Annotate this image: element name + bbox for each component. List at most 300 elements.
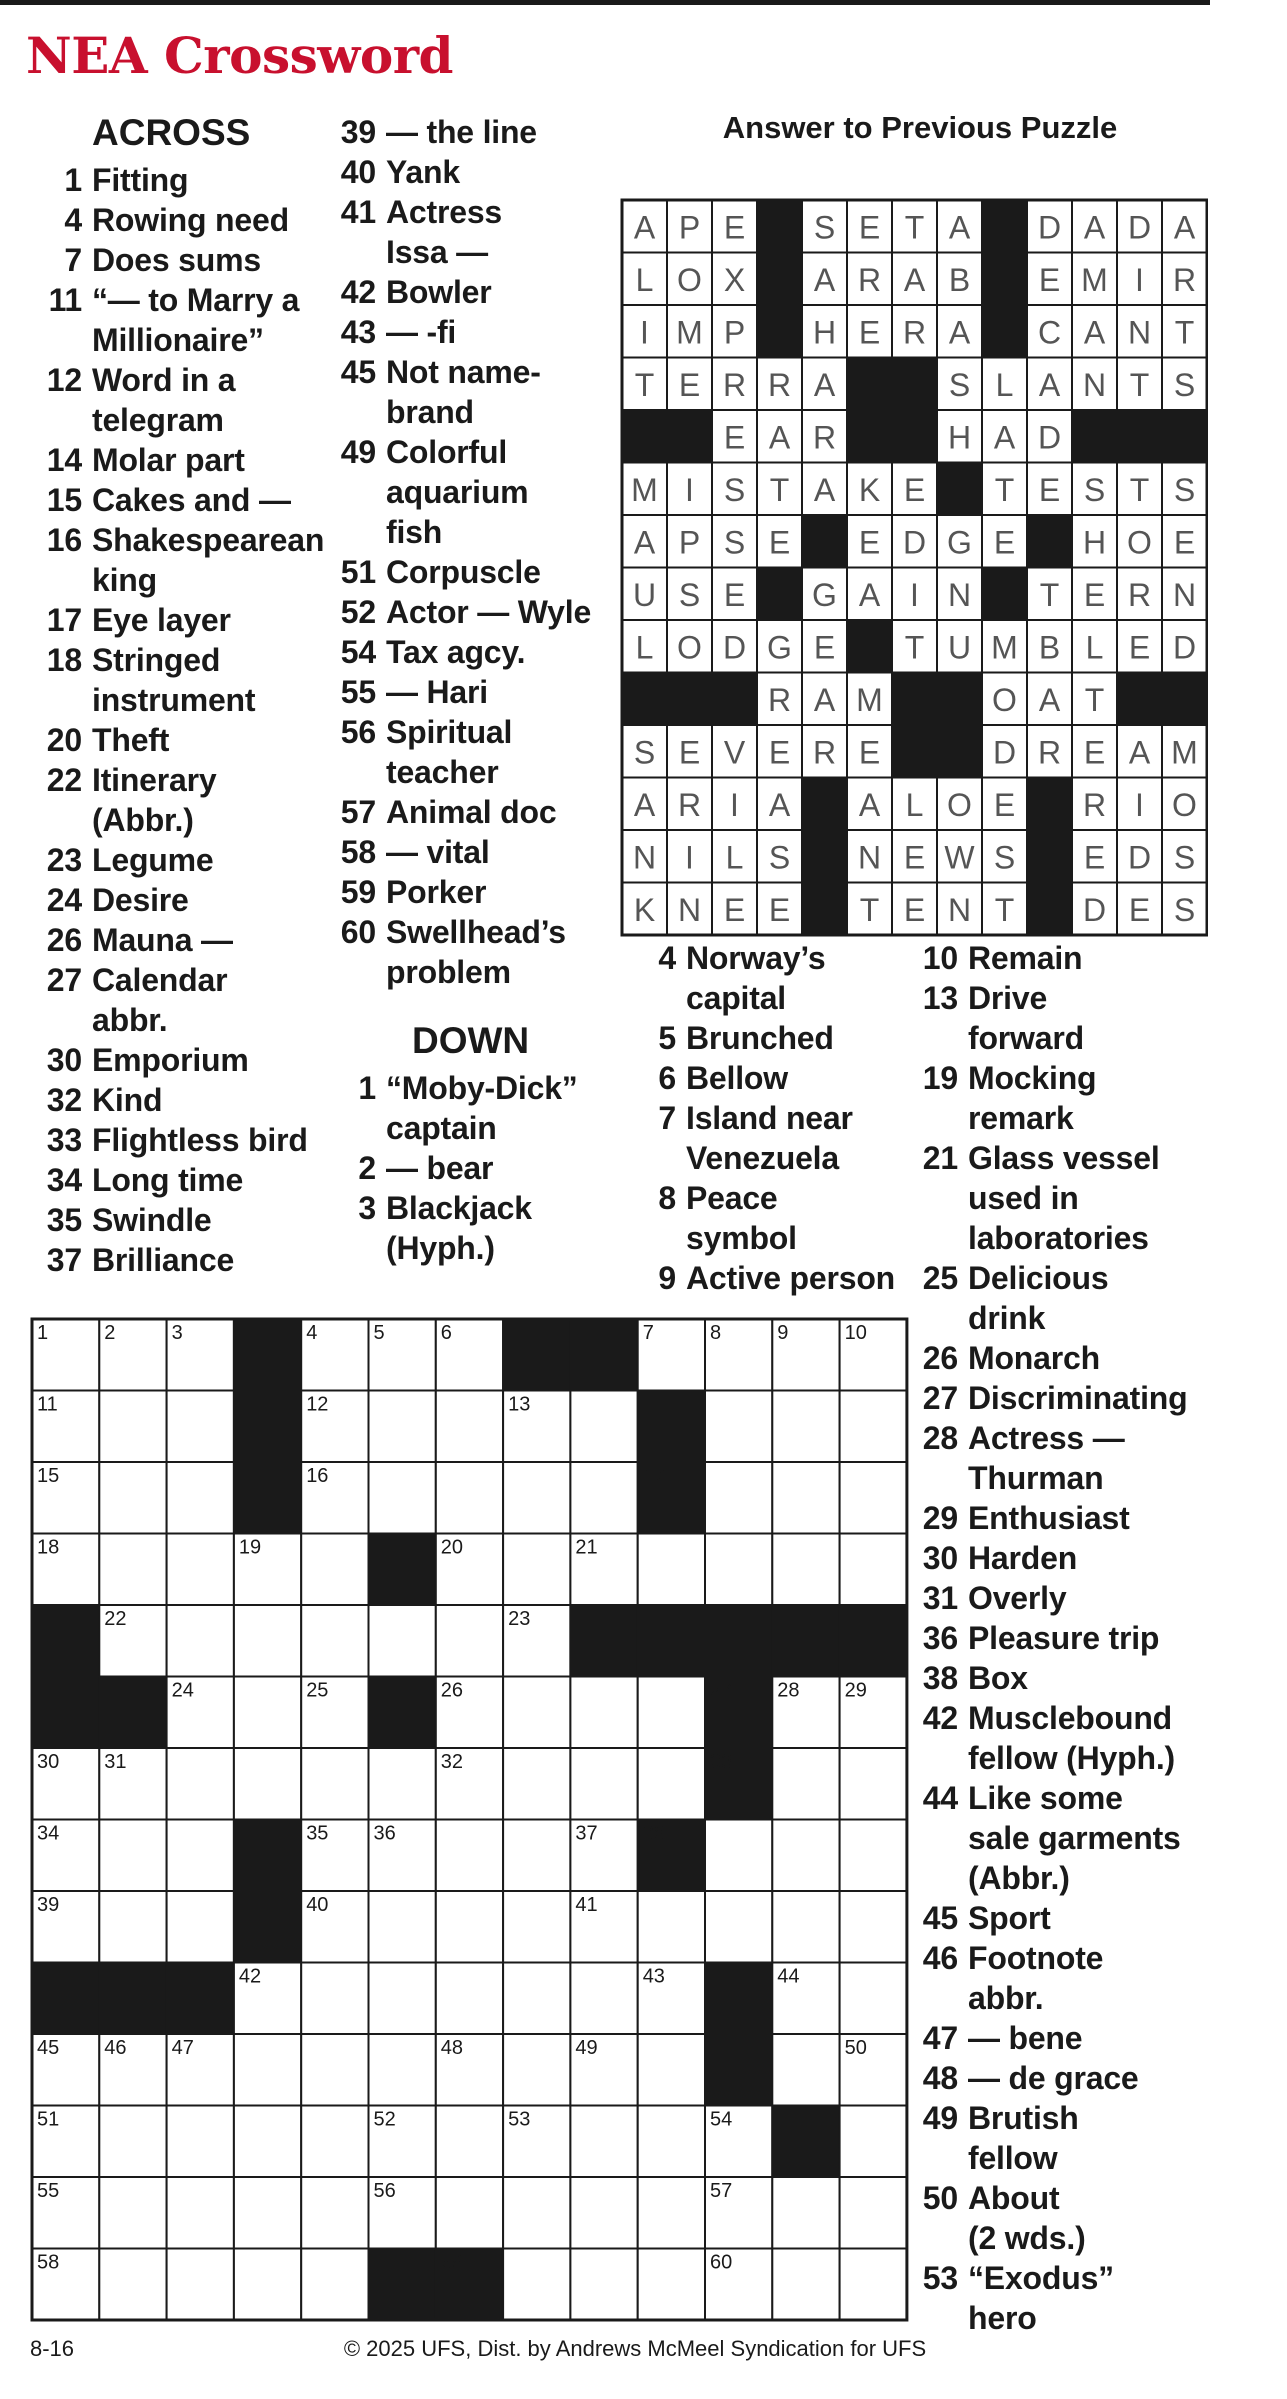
answer-letter: A <box>768 786 791 823</box>
across-clue-20 <box>40 720 340 760</box>
answer-letter: A <box>948 314 971 351</box>
grid-cell-number: 30 <box>37 1751 60 1773</box>
grid-cell-number: 2 <box>104 1322 116 1344</box>
grid-cell[interactable] <box>167 1534 234 1606</box>
clue-text-line: (Abbr.) <box>968 1860 1070 1896</box>
clue-number: 4 <box>64 202 82 238</box>
answer-block <box>757 305 802 358</box>
grid-cell[interactable] <box>503 2249 570 2321</box>
across-clue-49 <box>334 432 619 552</box>
grid-cell-number: 32 <box>440 1751 464 1773</box>
answer-letter: M <box>1171 734 1198 771</box>
answer-letter: B <box>1038 629 1061 666</box>
grid-cell[interactable] <box>369 1891 436 1963</box>
grid-cell[interactable] <box>638 2106 705 2178</box>
grid-cell-number: 39 <box>37 1894 60 1916</box>
grid-cell-number: 5 <box>373 1322 385 1344</box>
across-clue-57 <box>334 792 619 832</box>
grid-cell[interactable] <box>503 1677 570 1749</box>
grid-cell[interactable] <box>503 2177 570 2249</box>
clue-text-line: Itinerary <box>92 762 217 798</box>
grid-cell-number: 28 <box>777 1679 800 1702</box>
answer-letter: A <box>633 209 656 246</box>
grid-cell[interactable] <box>167 1391 234 1463</box>
answer-letter: R <box>1082 786 1107 823</box>
clue-text-line: — -fi <box>386 314 457 350</box>
grid-cell[interactable] <box>301 2106 368 2178</box>
answer-block <box>937 463 982 516</box>
down-clue-1 <box>334 1068 619 1148</box>
grid-cell[interactable] <box>705 1534 772 1606</box>
grid-cell[interactable] <box>840 1891 907 1963</box>
grid-cell[interactable] <box>301 1963 368 2035</box>
grid-cell-number: 17 <box>642 1465 665 1487</box>
grid-cell[interactable] <box>436 1963 503 2035</box>
across-clue-24 <box>40 880 340 920</box>
grid-cell-number: 46 <box>104 2037 127 2059</box>
across-clue-51 <box>334 552 619 592</box>
grid-cell[interactable] <box>503 1462 570 1534</box>
answer-letter: X <box>723 261 746 298</box>
grid-block <box>638 1605 705 1677</box>
grid-cell[interactable] <box>99 2249 166 2321</box>
across-clue-55 <box>334 672 619 712</box>
down-clue-29 <box>916 1498 1216 1538</box>
grid-cell-number: 11 <box>37 1393 58 1416</box>
grid-cell[interactable] <box>436 1605 503 1677</box>
answer-letter: M <box>1081 261 1108 298</box>
grid-cell[interactable] <box>772 1391 839 1463</box>
grid-cell[interactable] <box>503 1963 570 2035</box>
grid-cell-number: 36 <box>373 1822 396 1845</box>
grid-cell[interactable] <box>638 2249 705 2321</box>
clue-text-line: drink <box>968 1300 1046 1336</box>
clue-number: 32 <box>46 1082 82 1118</box>
clue-text-line: capital <box>686 980 786 1016</box>
grid-cell[interactable] <box>234 1605 301 1677</box>
answer-block <box>757 200 802 253</box>
grid-cell[interactable] <box>840 1748 907 1820</box>
clue-text-line: fish <box>386 514 443 550</box>
clue-number: 35 <box>46 1202 82 1238</box>
down-clue-27 <box>916 1378 1216 1418</box>
grid-cell[interactable] <box>705 1891 772 1963</box>
grid-cell-number: 57 <box>710 2180 733 2202</box>
answer-block <box>892 358 937 411</box>
clue-text-line: Discriminating <box>968 1380 1188 1416</box>
grid-cell[interactable] <box>772 2249 839 2321</box>
answer-block <box>892 725 937 778</box>
grid-cell[interactable] <box>772 1748 839 1820</box>
clue-text-line: aquarium <box>386 474 529 510</box>
grid-block <box>705 1963 772 2035</box>
clue-number: 22 <box>46 762 82 798</box>
answer-letter: L <box>995 366 1014 403</box>
clue-text-line: “Exodus” <box>968 2260 1114 2296</box>
grid-cell[interactable] <box>840 2106 907 2178</box>
answer-letter: L <box>905 786 924 823</box>
answer-letter: T <box>634 366 655 403</box>
answer-letter: W <box>944 839 975 876</box>
clue-number: 20 <box>46 722 82 758</box>
answer-block <box>892 673 937 726</box>
answer-block <box>1072 410 1117 463</box>
across-clue-54 <box>334 632 619 672</box>
clue-number: 5 <box>658 1020 676 1056</box>
clue-number: 38 <box>922 1660 958 1696</box>
answer-block <box>667 673 712 726</box>
across-clue-11 <box>40 280 340 360</box>
answer-letter: T <box>1129 366 1150 403</box>
answer-letter: A <box>1173 209 1196 246</box>
clue-text-line: Brutish <box>968 2100 1079 2136</box>
clue-number: 31 <box>922 1580 958 1616</box>
clue-number: 18 <box>46 642 82 678</box>
grid-cell[interactable] <box>638 1891 705 1963</box>
answer-letter: T <box>1039 576 1060 613</box>
grid-block <box>234 1462 301 1534</box>
grid-cell[interactable] <box>167 2177 234 2249</box>
across-clue-4 <box>40 200 340 240</box>
grid-cell[interactable] <box>301 1534 368 1606</box>
clue-number: 29 <box>922 1500 958 1536</box>
clue-text-line: Issa — <box>386 234 488 270</box>
grid-cell[interactable] <box>570 2106 637 2178</box>
grid-cell[interactable] <box>840 2177 907 2249</box>
clue-number: 13 <box>922 980 958 1016</box>
grid-cell[interactable] <box>301 2249 368 2321</box>
clue-text-line: Harden <box>968 1540 1078 1576</box>
grid-cell[interactable] <box>369 2034 436 2106</box>
clue-number: 58 <box>340 834 376 870</box>
grid-cell-number: 33 <box>710 1751 733 1773</box>
answer-letter: S <box>1173 891 1196 928</box>
answer-letter: I <box>730 786 739 823</box>
grid-cell[interactable] <box>705 1820 772 1892</box>
answer-letter: D <box>1127 839 1152 876</box>
grid-cell[interactable] <box>638 2177 705 2249</box>
clue-number: 39 <box>340 114 376 150</box>
grid-cell-number: 8 <box>710 1322 722 1344</box>
grid-cell[interactable] <box>570 1391 637 1463</box>
grid-cell[interactable] <box>638 1534 705 1606</box>
clue-number: 27 <box>46 962 82 998</box>
answer-letter: U <box>632 576 657 613</box>
answer-letter: T <box>1084 681 1105 718</box>
answer-letter: A <box>1083 314 1106 351</box>
across-clue-33 <box>40 1120 340 1160</box>
grid-block <box>167 1963 234 2035</box>
clue-text-line: Word in a <box>92 362 236 398</box>
clue-text-line: Thurman <box>968 1460 1104 1496</box>
grid-cell[interactable] <box>570 2177 637 2249</box>
clue-number: 1 <box>358 1070 376 1106</box>
clue-number: 42 <box>340 274 376 310</box>
answer-letter: S <box>1083 471 1106 508</box>
clue-number: 60 <box>340 914 376 950</box>
grid-cell[interactable] <box>840 1820 907 1892</box>
grid-cell-number: 25 <box>306 1679 329 1702</box>
answer-letter: S <box>993 839 1016 876</box>
grid-cell[interactable] <box>301 2177 368 2249</box>
grid-cell[interactable] <box>234 2106 301 2178</box>
clue-text-line: — bene <box>968 2020 1083 2056</box>
answer-letter: R <box>812 734 837 771</box>
grid-cell[interactable] <box>436 2177 503 2249</box>
clue-number: 47 <box>922 2020 958 2056</box>
clue-number: 52 <box>340 594 376 630</box>
grid-cell[interactable] <box>772 2177 839 2249</box>
grid-cell[interactable] <box>301 1605 368 1677</box>
clue-text-line: teacher <box>386 754 499 790</box>
clue-number: 50 <box>922 2180 958 2216</box>
grid-cell[interactable] <box>705 1391 772 1463</box>
grid-cell-number: 37 <box>575 1822 598 1845</box>
grid-cell[interactable] <box>167 1820 234 1892</box>
clue-text-line: Animal doc <box>386 794 557 830</box>
grid-cell[interactable] <box>167 1462 234 1534</box>
answer-block <box>757 253 802 306</box>
answer-letter: A <box>948 209 971 246</box>
clue-text-line: Millionaire” <box>92 322 264 358</box>
clue-number: 6 <box>658 1060 676 1096</box>
grid-cell[interactable] <box>301 2034 368 2106</box>
answer-letter: E <box>1128 629 1151 666</box>
grid-cell[interactable] <box>167 1605 234 1677</box>
grid-cell[interactable] <box>234 1677 301 1749</box>
grid-cell[interactable] <box>705 1462 772 1534</box>
clue-number: 57 <box>340 794 376 830</box>
grid-cell[interactable] <box>167 1748 234 1820</box>
answer-letter: G <box>812 576 837 613</box>
grid-block <box>234 1820 301 1892</box>
grid-block <box>234 1319 301 1391</box>
answer-letter: E <box>993 786 1016 823</box>
answer-letter: D <box>1127 209 1152 246</box>
clue-text-line: Footnote <box>968 1940 1104 1976</box>
grid-cell[interactable] <box>167 2249 234 2321</box>
clue-number: 23 <box>46 842 82 878</box>
grid-cell[interactable] <box>840 1391 907 1463</box>
answer-letter: A <box>813 261 836 298</box>
answer-letter: D <box>1037 419 1062 456</box>
grid-cell[interactable] <box>301 1748 368 1820</box>
answer-letter: E <box>1038 471 1061 508</box>
answer-letter: M <box>856 681 883 718</box>
grid-cell[interactable] <box>772 1820 839 1892</box>
grid-cell[interactable] <box>234 2034 301 2106</box>
clue-text-line: (2 wds.) <box>968 2220 1086 2256</box>
clue-text-line: used in <box>968 1180 1079 1216</box>
clue-number: 36 <box>922 1620 958 1656</box>
grid-cell[interactable] <box>369 1391 436 1463</box>
answer-letter: B <box>948 261 971 298</box>
grid-cell[interactable] <box>436 1891 503 1963</box>
grid-cell[interactable] <box>570 1677 637 1749</box>
grid-cell[interactable] <box>436 2106 503 2178</box>
across-column-2 <box>334 112 619 1268</box>
grid-cell[interactable] <box>570 1462 637 1534</box>
grid-cell[interactable] <box>772 1462 839 1534</box>
clue-number: 4 <box>658 940 676 976</box>
answer-block <box>1027 883 1072 936</box>
answer-block <box>667 410 712 463</box>
clue-text-line: Swindle <box>92 1202 212 1238</box>
grid-cell-number: 19 <box>238 1536 262 1559</box>
down-clue-6 <box>634 1058 914 1098</box>
answer-letter: E <box>903 839 926 876</box>
across-clue-12 <box>40 360 340 440</box>
answer-letter: S <box>768 839 791 876</box>
grid-cell[interactable] <box>99 2106 166 2178</box>
clue-number: 26 <box>922 1340 958 1376</box>
down-clue-13 <box>916 978 1216 1058</box>
answer-block <box>1027 778 1072 831</box>
grid-cell[interactable] <box>772 1534 839 1606</box>
down-clue-50 <box>916 2178 1216 2258</box>
clue-number: 33 <box>46 1122 82 1158</box>
down-clue-47 <box>916 2018 1216 2058</box>
clue-number: 48 <box>922 2060 958 2096</box>
grid-cell[interactable] <box>99 1534 166 1606</box>
grid-cell[interactable] <box>570 2249 637 2321</box>
grid-cell[interactable] <box>234 1748 301 1820</box>
grid-cell[interactable] <box>772 2034 839 2106</box>
answer-block <box>982 305 1027 358</box>
answer-letter: H <box>812 314 837 351</box>
answer-block <box>802 515 847 568</box>
answer-letter: T <box>769 471 790 508</box>
grid-cell[interactable] <box>638 1677 705 1749</box>
grid-cell-number: 16 <box>306 1465 329 1487</box>
down-clue-31 <box>916 1578 1216 1618</box>
down-clue-10 <box>916 938 1216 978</box>
grid-cell[interactable] <box>436 1820 503 1892</box>
clue-number: 55 <box>340 674 376 710</box>
grid-cell[interactable] <box>570 1748 637 1820</box>
clue-text-line: Bellow <box>686 1060 788 1096</box>
answer-letter: S <box>723 524 746 561</box>
grid-cell[interactable] <box>840 1462 907 1534</box>
grid-cell[interactable] <box>167 1891 234 1963</box>
grid-cell[interactable] <box>840 1963 907 2035</box>
answer-letter: R <box>767 366 792 403</box>
clue-number: 49 <box>340 434 376 470</box>
grid-cell[interactable] <box>99 1462 166 1534</box>
grid-block <box>840 1605 907 1677</box>
answer-letter: A <box>633 524 656 561</box>
answer-letter: E <box>768 734 791 771</box>
grid-cell[interactable] <box>436 1462 503 1534</box>
answer-letter: E <box>858 209 881 246</box>
clue-text-line: Bowler <box>386 274 492 310</box>
answer-block <box>847 410 892 463</box>
grid-cell-number: 55 <box>37 2180 60 2202</box>
down-clue-26 <box>916 1338 1216 1378</box>
grid-cell-number: 21 <box>575 1536 598 1559</box>
clue-text-line: Glass vessel <box>968 1140 1160 1176</box>
answer-letter: E <box>903 891 926 928</box>
across-clue-18 <box>40 640 340 720</box>
clue-text-line: Shakespearean <box>92 522 325 558</box>
answer-letter: T <box>1174 314 1195 351</box>
grid-cell[interactable] <box>503 2034 570 2106</box>
grid-cell[interactable] <box>772 1891 839 1963</box>
grid-cell[interactable] <box>638 2034 705 2106</box>
grid-cell[interactable] <box>436 1391 503 1463</box>
grid-cell[interactable] <box>167 2106 234 2178</box>
answer-letter: E <box>1128 891 1151 928</box>
clue-text-line: Molar part <box>92 442 245 478</box>
grid-cell[interactable] <box>840 2249 907 2321</box>
puzzle-grid[interactable] <box>30 1317 912 2325</box>
clue-text-line: Venezuela <box>686 1140 839 1176</box>
grid-cell[interactable] <box>503 1820 570 1892</box>
grid-cell[interactable] <box>234 2177 301 2249</box>
grid-cell[interactable] <box>369 1748 436 1820</box>
answer-letter: E <box>858 734 881 771</box>
answer-letter: L <box>725 839 744 876</box>
answer-letter: M <box>676 314 703 351</box>
down-clue-21 <box>916 1138 1216 1258</box>
clue-text-line: symbol <box>686 1220 797 1256</box>
clue-number: 54 <box>340 634 376 670</box>
clue-number: 8 <box>658 1180 676 1216</box>
clue-text-line: Cakes and — <box>92 482 291 518</box>
grid-cell[interactable] <box>369 1462 436 1534</box>
answer-letter: R <box>902 314 927 351</box>
answer-letter: R <box>812 419 837 456</box>
clue-text-line: Mauna — <box>92 922 233 958</box>
clue-number: 12 <box>46 362 82 398</box>
grid-block <box>705 1605 772 1677</box>
grid-cell[interactable] <box>840 1534 907 1606</box>
grid-cell-number: 41 <box>575 1894 598 1916</box>
clue-number: 3 <box>358 1190 376 1226</box>
grid-cell[interactable] <box>638 1748 705 1820</box>
grid-block <box>772 2106 839 2178</box>
grid-cell-number: 53 <box>508 2108 531 2131</box>
grid-cell[interactable] <box>503 1891 570 1963</box>
answer-letter: R <box>677 786 702 823</box>
down-clue-28 <box>916 1418 1216 1498</box>
clue-text-line: abbr. <box>968 1980 1044 2016</box>
grid-cell-number: 47 <box>171 2037 194 2059</box>
clue-text-line: Musclebound <box>968 1700 1173 1736</box>
answer-letter: E <box>1173 524 1196 561</box>
down-clue-2 <box>334 1148 619 1188</box>
grid-cell[interactable] <box>503 1534 570 1606</box>
grid-cell[interactable] <box>369 1963 436 2035</box>
clue-text-line: (Abbr.) <box>92 802 194 838</box>
grid-cell[interactable] <box>369 1605 436 1677</box>
grid-cell[interactable] <box>99 2177 166 2249</box>
answer-letter: R <box>1127 576 1152 613</box>
grid-cell[interactable] <box>99 1391 166 1463</box>
grid-cell[interactable] <box>99 1820 166 1892</box>
grid-cell[interactable] <box>570 1963 637 2035</box>
answer-letter: I <box>1135 261 1144 298</box>
answer-letter: E <box>768 891 791 928</box>
grid-block <box>570 1605 637 1677</box>
clue-text-line: Flightless bird <box>92 1122 308 1158</box>
answer-letter: A <box>1083 209 1106 246</box>
answer-letter: E <box>1083 734 1106 771</box>
across-clue-32 <box>40 1080 340 1120</box>
grid-cell[interactable] <box>99 1891 166 1963</box>
grid-cell[interactable] <box>503 1748 570 1820</box>
grid-cell[interactable] <box>234 2249 301 2321</box>
